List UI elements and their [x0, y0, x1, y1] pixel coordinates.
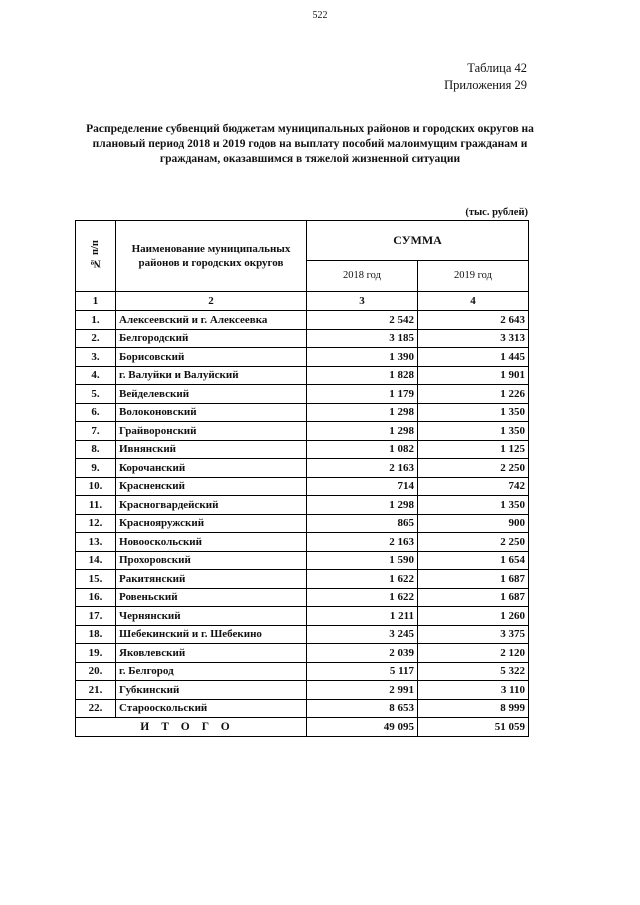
row-name: Чернянский	[116, 607, 307, 626]
table-row	[76, 385, 529, 404]
row-value-2019: 1 350	[418, 422, 529, 441]
row-number: 21.	[76, 681, 116, 700]
row-value-2018: 1 298	[307, 496, 418, 515]
row-name: Ивнянский	[116, 440, 307, 459]
table-row	[76, 422, 529, 441]
table-row	[76, 662, 529, 681]
row-name: Губкинский	[116, 681, 307, 700]
column-number-row	[76, 292, 529, 311]
row-value-2019: 8 999	[418, 699, 529, 718]
row-number: 5.	[76, 385, 116, 404]
row-value-2018: 1 828	[307, 366, 418, 385]
row-number: 4.	[76, 366, 116, 385]
row-number: 3.	[76, 348, 116, 367]
row-value-2018: 2 039	[307, 644, 418, 663]
row-number: 9.	[76, 459, 116, 478]
row-number: 12.	[76, 514, 116, 533]
total-label: ИТОГО	[76, 718, 307, 737]
row-value-2019: 900	[418, 514, 529, 533]
table-row	[76, 403, 529, 422]
row-value-2018: 2 163	[307, 459, 418, 478]
table-row	[76, 699, 529, 718]
row-value-2018: 1 179	[307, 385, 418, 404]
row-number: 20.	[76, 662, 116, 681]
row-value-2018: 2 991	[307, 681, 418, 700]
table-row	[76, 440, 529, 459]
row-value-2019: 2 120	[418, 644, 529, 663]
header-num	[76, 221, 116, 292]
page-number: 522	[312, 10, 328, 21]
row-value-2018: 5 117	[307, 662, 418, 681]
row-name: г. Белгород	[116, 662, 307, 681]
header-num-label: № п/п	[90, 240, 101, 269]
row-name: Борисовский	[116, 348, 307, 367]
row-value-2019: 2 643	[418, 311, 529, 330]
table-row	[76, 459, 529, 478]
table-row	[76, 348, 529, 367]
row-value-2019: 1 260	[418, 607, 529, 626]
table-row	[76, 496, 529, 515]
row-name: г. Валуйки и Валуйский	[116, 366, 307, 385]
row-number: 18.	[76, 625, 116, 644]
table-row	[76, 644, 529, 663]
row-number: 15.	[76, 570, 116, 589]
row-value-2018: 714	[307, 477, 418, 496]
row-number: 8.	[76, 440, 116, 459]
appendix-label: Приложения 29	[444, 78, 527, 92]
row-name: Прохоровский	[116, 551, 307, 570]
table-row	[76, 477, 529, 496]
row-number: 7.	[76, 422, 116, 441]
header-sum: СУММА	[307, 221, 529, 261]
colnum-1: 1	[76, 292, 116, 311]
row-value-2019: 2 250	[418, 459, 529, 478]
row-number: 6.	[76, 403, 116, 422]
row-name: Ракитянский	[116, 570, 307, 589]
table-row	[76, 329, 529, 348]
row-name: Вейделевский	[116, 385, 307, 404]
row-name: Старооскольский	[116, 699, 307, 718]
row-value-2019: 2 250	[418, 533, 529, 552]
table-row	[76, 514, 529, 533]
colnum-4: 4	[418, 292, 529, 311]
row-name: Волоконовский	[116, 403, 307, 422]
row-name: Алексеевский и г. Алексеевка	[116, 311, 307, 330]
table-row	[76, 588, 529, 607]
row-number: 11.	[76, 496, 116, 515]
row-name: Ровеньский	[116, 588, 307, 607]
colnum-3: 3	[307, 292, 418, 311]
row-name: Красногвардейский	[116, 496, 307, 515]
row-value-2019: 3 375	[418, 625, 529, 644]
row-value-2019: 5 322	[418, 662, 529, 681]
header-year-2018: 2018 год	[307, 260, 418, 291]
row-number: 14.	[76, 551, 116, 570]
row-value-2018: 1 390	[307, 348, 418, 367]
row-value-2019: 1 654	[418, 551, 529, 570]
row-value-2019: 1 350	[418, 403, 529, 422]
table-row	[76, 366, 529, 385]
table-caption	[444, 60, 527, 94]
row-name: Шебекинский и г. Шебекино	[116, 625, 307, 644]
row-value-2019: 1 226	[418, 385, 529, 404]
row-number: 17.	[76, 607, 116, 626]
row-value-2018: 3 245	[307, 625, 418, 644]
row-value-2018: 1 622	[307, 588, 418, 607]
row-value-2019: 1 350	[418, 496, 529, 515]
table-row	[76, 681, 529, 700]
row-number: 1.	[76, 311, 116, 330]
row-value-2018: 2 163	[307, 533, 418, 552]
row-name: Корочанский	[116, 459, 307, 478]
total-2019: 51 059	[418, 718, 529, 737]
row-value-2019: 1 901	[418, 366, 529, 385]
total-2018: 49 095	[307, 718, 418, 737]
row-name: Краснояружский	[116, 514, 307, 533]
row-value-2018: 1 590	[307, 551, 418, 570]
row-name: Красненский	[116, 477, 307, 496]
row-value-2018: 1 622	[307, 570, 418, 589]
table-row	[76, 570, 529, 589]
row-value-2019: 1 687	[418, 570, 529, 589]
row-value-2019: 3 110	[418, 681, 529, 700]
row-name: Новооскольский	[116, 533, 307, 552]
row-value-2019: 742	[418, 477, 529, 496]
document-title: Распределение субвенций бюджетам муниципальных районов и городских округов на плановый период 2018 и 2019 годов на выплату пособий малоимущим гражданам и гражданам, оказавшимся в тяжелой жизненной ситуации	[86, 123, 534, 165]
row-name: Яковлевский	[116, 644, 307, 663]
total-row	[76, 718, 529, 737]
row-value-2018: 8 653	[307, 699, 418, 718]
table-label: Таблица 42	[467, 61, 527, 75]
row-value-2018: 1 298	[307, 422, 418, 441]
row-name: Грайворонский	[116, 422, 307, 441]
table-row	[76, 311, 529, 330]
row-value-2018: 3 185	[307, 329, 418, 348]
table-row	[76, 533, 529, 552]
table-body	[76, 311, 529, 718]
row-value-2019: 1 687	[418, 588, 529, 607]
row-number: 19.	[76, 644, 116, 663]
row-value-2018: 2 542	[307, 311, 418, 330]
row-value-2018: 1 211	[307, 607, 418, 626]
row-number: 10.	[76, 477, 116, 496]
row-name: Белгородский	[116, 329, 307, 348]
row-value-2019: 1 445	[418, 348, 529, 367]
header-year-2019: 2019 год	[418, 260, 529, 291]
colnum-2: 2	[116, 292, 307, 311]
subvention-table	[75, 220, 529, 737]
table-row	[76, 551, 529, 570]
row-number: 13.	[76, 533, 116, 552]
row-value-2019: 1 125	[418, 440, 529, 459]
row-value-2018: 1 298	[307, 403, 418, 422]
row-value-2019: 3 313	[418, 329, 529, 348]
header-name: Наименование муниципальных районов и городских округов	[116, 221, 307, 292]
units-label: (тыс. рублей)	[465, 207, 528, 218]
row-value-2018: 1 082	[307, 440, 418, 459]
row-number: 2.	[76, 329, 116, 348]
table-row	[76, 625, 529, 644]
row-number: 16.	[76, 588, 116, 607]
row-value-2018: 865	[307, 514, 418, 533]
table-row	[76, 607, 529, 626]
row-number: 22.	[76, 699, 116, 718]
